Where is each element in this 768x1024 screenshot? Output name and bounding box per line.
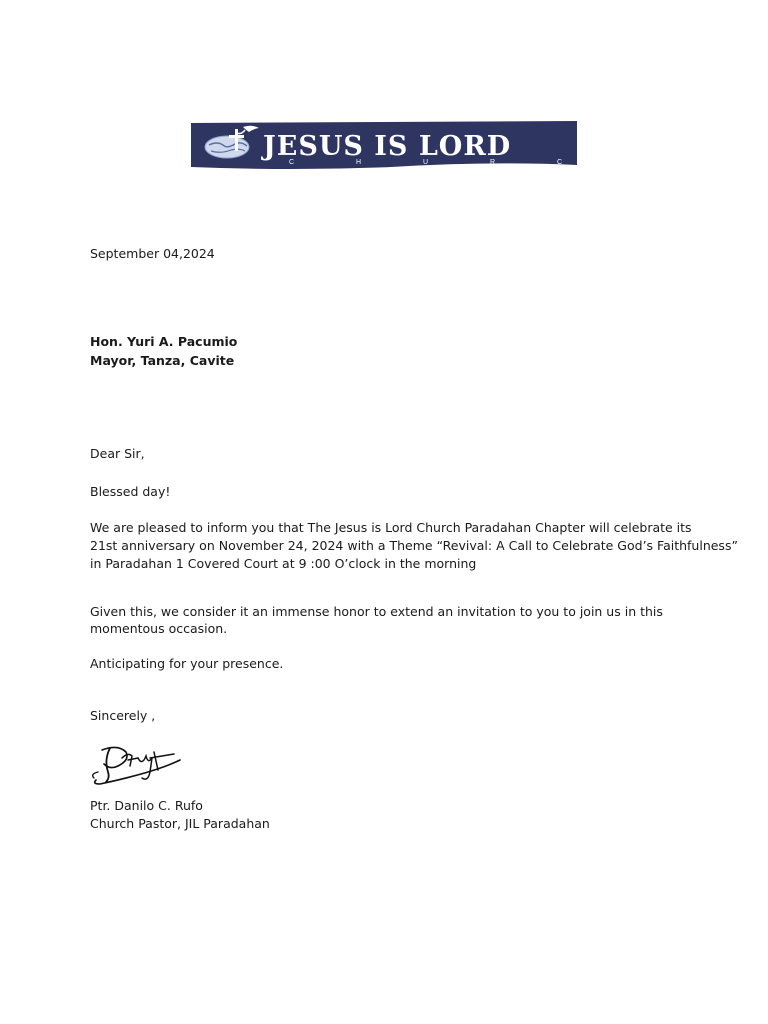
- logo-title: JESUS IS LORD: [263, 131, 512, 162]
- handwritten-signature: [88, 742, 184, 792]
- signatory-position: Church Pastor, JIL Paradahan: [90, 816, 270, 831]
- closing: Sincerely ,: [90, 708, 156, 723]
- body-paragraph-1-line: 21st anniversary on November 24, 2024 with a Theme “Revival: A Call to Celebrate God’s Faithfulness”: [90, 538, 738, 553]
- church-logo-banner: [191, 121, 660, 169]
- recipient-name: Hon. Yuri A. Pacumio: [90, 334, 238, 349]
- body-paragraph-1-line: We are pleased to inform you that The Jesus is Lord Church Paradahan Chapter will celebrate its: [90, 520, 692, 535]
- greeting: Blessed day!: [90, 484, 171, 499]
- logo-subtitle: C H U R C H: [289, 159, 660, 166]
- signatory-name: Ptr. Danilo C. Rufo: [90, 798, 203, 813]
- body-paragraph-3: Anticipating for your presence.: [90, 656, 284, 671]
- body-paragraph-2-text: Given this, we consider it an immense honor to extend an invitation to you to join us in this momentous occasion.: [90, 604, 663, 636]
- salutation: Dear Sir,: [90, 446, 145, 461]
- globe-icon: [205, 136, 249, 158]
- body-paragraph-2: [90, 603, 690, 637]
- body-paragraph-1: [90, 519, 738, 573]
- letter-date: September 04,2024: [90, 246, 215, 261]
- recipient-title: Mayor, Tanza, Cavite: [90, 353, 235, 368]
- body-paragraph-1-line: in Paradahan 1 Covered Court at 9 :00 O’clock in the morning: [90, 556, 477, 571]
